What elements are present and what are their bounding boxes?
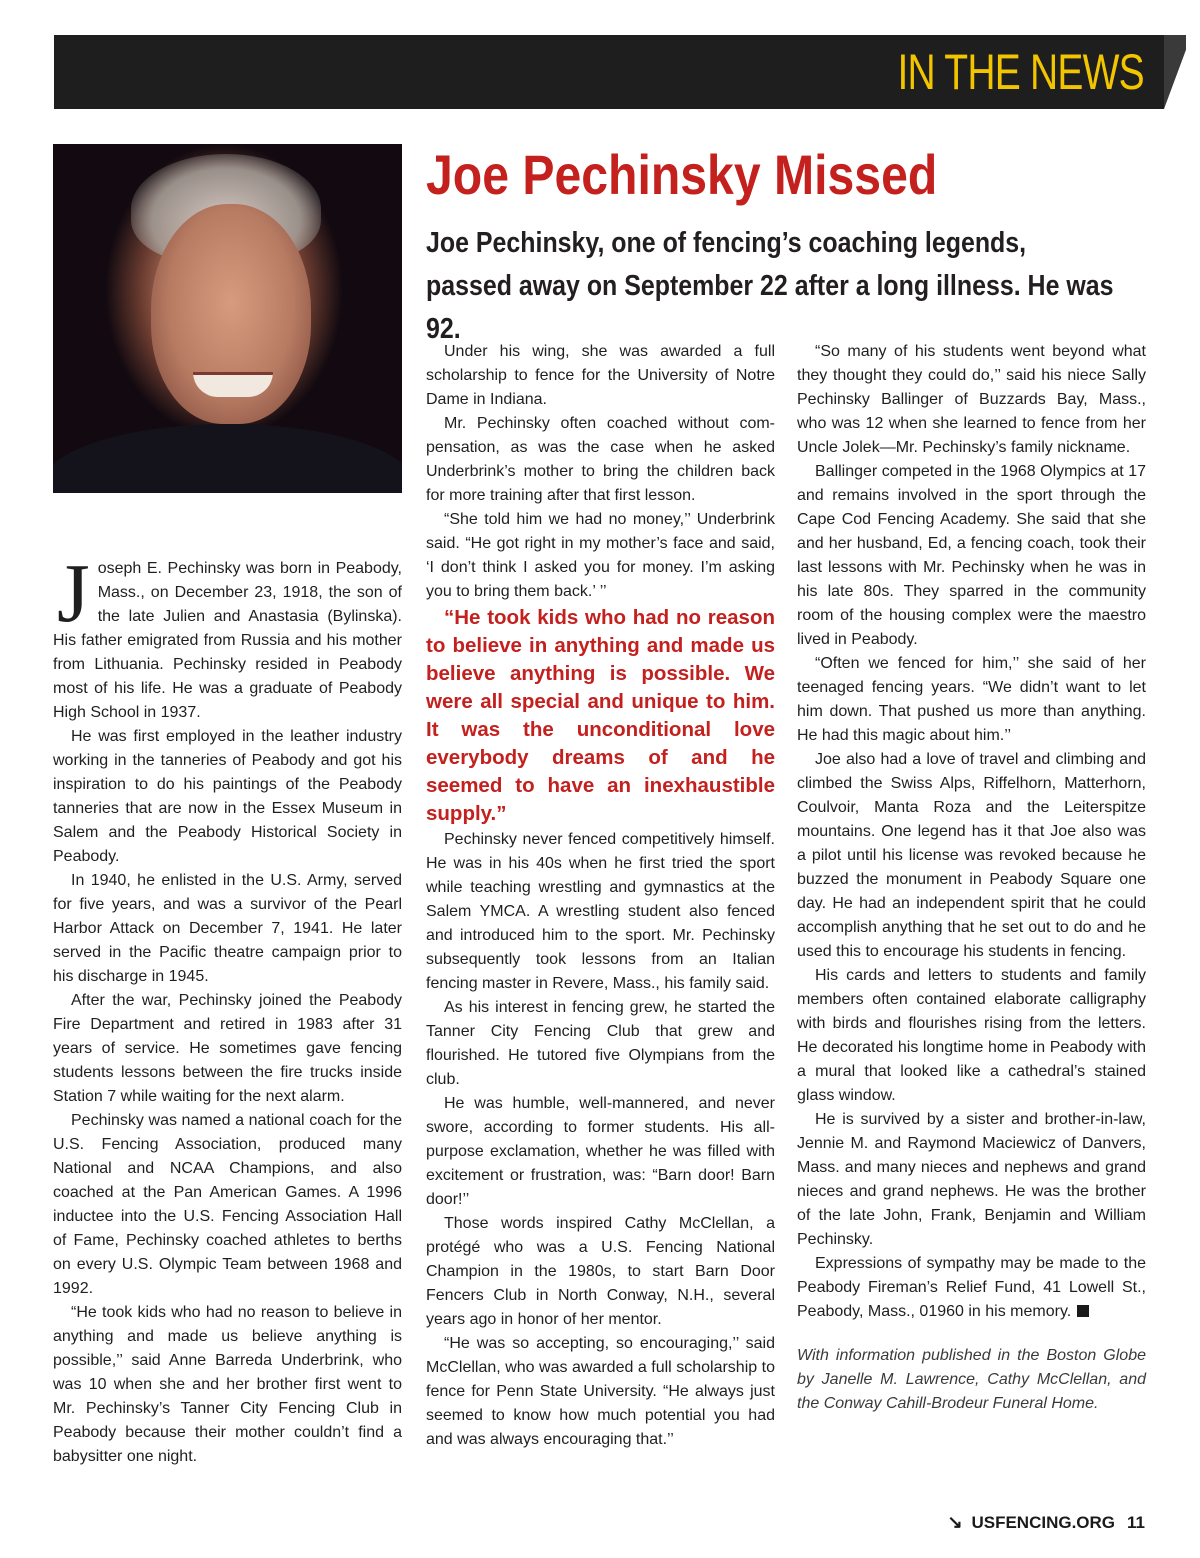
- article-paragraph: “Often we fenced for him,’’ she said of her teenaged fencing years. “We didn’t want to let him down. That pushed us more than anything. He had this magic about him.’’: [797, 655, 1146, 744]
- article-column-3: [797, 340, 1146, 1416]
- article-paragraph: Ballinger competed in the 1968 Olympics at 17 and remains involved in the sport through the Cape Cod Fencing Academy. She said that she and her husband, Ed, a fencing coach, took their last lessons with Mr. Pechinsky when he was in his late 80s. They sparred in the community room of the housing complex were the maestro lived in Peabody.: [797, 463, 1146, 648]
- arrow-down-right-icon: ↘: [947, 1512, 963, 1532]
- article-paragraph: “He was so accepting, so encouraging,’’ said McClellan, who was awarded a full scholarship to fence for Penn State University. “He always just seemed to know how much potential you had and was always encouraging that.’’: [426, 1335, 775, 1448]
- article-paragraph: He is survived by a sister and brother-in-law, Jennie M. and Raymond Maciewicz of Danvers, Mass. and many nieces and nephews and grand nieces and grand nephews. He was the brother of the late John, Frank, Benjamin and William Pechinsky.: [797, 1111, 1146, 1248]
- article-paragraph: Those words inspired Cathy McClellan, a protégé who was a U.S. Fencing National Champion in the 1980s, to start Barn Door Fencers Club in North Conway, N.H., several years ago in honor of her mentor.: [426, 1215, 775, 1328]
- article-column-1: [53, 547, 402, 1469]
- photo-credit: With information published in the Boston Globe by Janelle M. Lawrence, Cathy McClellan, and the Conway Cahill-Brodeur Funeral Home.: [797, 1347, 1146, 1412]
- article-paragraph: Pechinsky was named a national coach for the U.S. Fencing Association, produced many National and NCAA Champions, and also coached at the Pan American Games. A 1996 inductee into the U.S. Fencing Association Hall of Fame, Pechinsky coached athletes to berths on every U.S. Olympic Team between 1968 and 1992.: [53, 1112, 402, 1297]
- article-paragraph: Under his wing, she was awarded a full scholarship to fence for the University of Notre Dame in Indiana.: [426, 343, 775, 408]
- drop-cap: J: [57, 547, 90, 640]
- header-corner: [1164, 35, 1186, 109]
- page-footer: [947, 1508, 1145, 1537]
- article-paragraph: “He took kids who had no reason to believe in anything and made us believe anything is possible,’’ said Anne Barreda Underbrink, who was 10 when she and her brother first went to Mr. Pechinsky’s Tanner City Fencing Club in Peabody because their mother couldn’t find a babysitter one night.: [53, 1304, 402, 1465]
- article-paragraph: After the war, Pechinsky joined the Peabody Fire Department and retired in 1983 after 31 years of service. He sometimes gave fencing students lessons between the fire trucks inside Station 7 while waiting for the next alarm.: [53, 992, 402, 1105]
- article-paragraph: He was humble, well-mannered, and never swore, according to former students. His all-purpose exclamation, whether he was filled with excitement or frustration, was: “Barn door! Barn door!’’: [426, 1095, 775, 1208]
- article-paragraph: Joseph E. Pechinsky was born in Peabody, Mass., on December 23, 1918, the son of the late Julien and Anastasia (Bylinska). His father emigrated from Russia and his mother from Lithuania. Pechinsky resided in Peabody most of his life. He was a graduate of Peabody High School in 1937.: [53, 547, 402, 721]
- article-paragraph: Expressions of sympathy may be made to the Peabody Fireman’s Relief Fund, 41 Lowell St., Peabody, Mass., 01960 in his memory.: [797, 1255, 1146, 1320]
- article-paragraph: Joe also had a love of travel and climbing and climbed the Swiss Alps, Riffelhorn, Matterhorn, Coulvoir, Manta Roza and the Leiterspitze mountains. One legend has it that Joe also was a pilot until his license was revoked because he buzzed the monument in Peabody Square one day. He had an independent spirit that he could accomplish anything that he set out to do and he used this to encourage his students in fencing.: [797, 751, 1146, 960]
- portrait-photo: [53, 144, 402, 493]
- article-paragraph: “So many of his students went beyond what they thought they could do,’’ said his niece Sally Pechinsky Ballinger of Buzzards Bay, Mass., who was 12 when she learned to fence from her Uncle Jolek—Mr. Pechinsky’s family nickname.: [797, 343, 1146, 456]
- article-paragraph: “She told him we had no money,’’ Underbrink said. “He got right in my mother’s face and said, ‘I don’t think I asked you for money. I’m asking you to bring them back.’ ’’: [426, 511, 775, 600]
- article-paragraph: Mr. Pechinsky often coached without compensation, as was the case when he asked Underbrink’s mother to bring the children back for more training after that first lesson.: [426, 415, 775, 504]
- page-number: 11: [1127, 1513, 1145, 1532]
- pull-quote: “He took kids who had no reason to believe in anything and made us believe anything is possible. We were all special and unique to him. It was the unconditional love everybody dreams of and he seemed to have an inexhaustible supply.”: [426, 606, 775, 825]
- article-paragraph: His cards and letters to students and family members often contained elaborate calligraphy with birds and flourishes rising from the letters. He decorated his longtime home in Peabody with a mural that looked like a cathedral’s stained glass window.: [797, 967, 1146, 1104]
- article-subtitle: Joe Pechinsky, one of fencing’s coaching legends, passed away on September 22 after a long illness. He was 92.: [426, 227, 1114, 345]
- site-link[interactable]: USFENCING.ORG: [971, 1513, 1116, 1532]
- article-paragraph: He was first employed in the leather industry working in the tanneries of Peabody and got his inspiration to do his paintings of the Peabody tanneries that are now in the Essex Museum in Salem and the Peabody Historical Society in Peabody.: [53, 728, 402, 865]
- article-title: Joe Pechinsky Missed: [426, 143, 938, 206]
- article-paragraph: In 1940, he enlisted in the U.S. Army, served for five years, and was a survivor of the Pearl Harbor Attack on December 7, 1941. He later served in the Pacific theatre campaign prior to his discharge in 1945.: [53, 872, 402, 985]
- article-paragraph: As his interest in fencing grew, he started the Tanner City Fencing Club that grew and flourished. He tutored five Olympians from the club.: [426, 999, 775, 1088]
- article-paragraph: Pechinsky never fenced competitively himself. He was in his 40s when he first tried the sport while teaching wrestling and gymnastics at the Salem YMCA. A wrestling student also fenced and introduced him to the sport. Mr. Pechinsky subsequently took lessons from an Italian fencing master in Revere, Mass., his family said.: [426, 831, 775, 992]
- article-column-2: [426, 340, 775, 1452]
- end-mark-icon: [1077, 1305, 1089, 1317]
- section-label: IN THE NEWS: [897, 44, 1144, 100]
